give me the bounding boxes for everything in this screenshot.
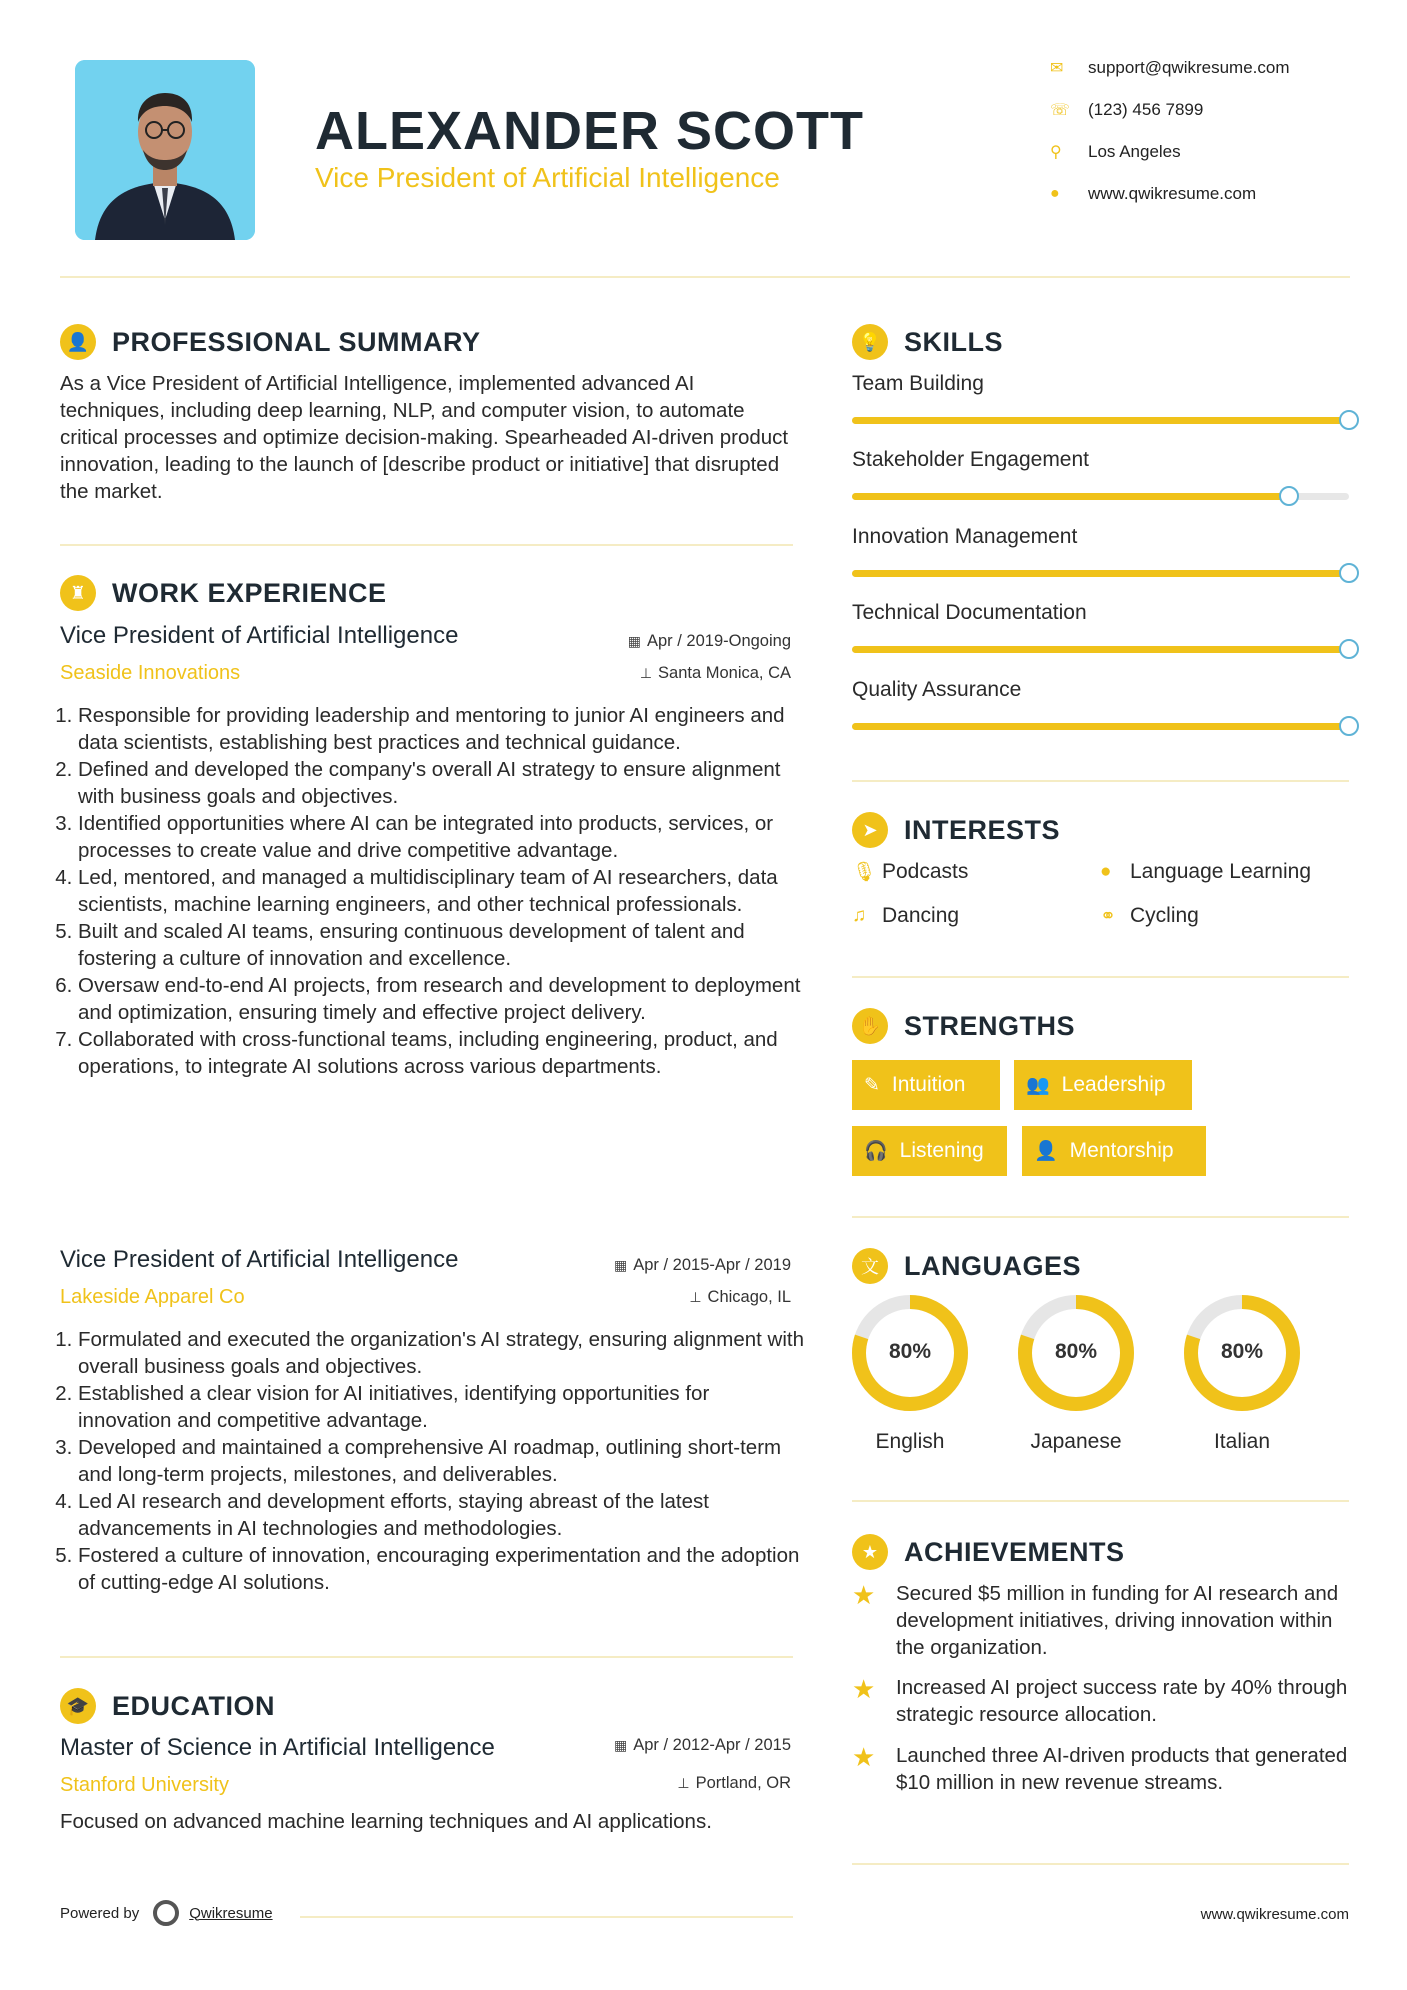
star-icon: ★ xyxy=(852,1674,876,1704)
pushpin-icon: ⊥ xyxy=(689,1289,702,1305)
language-percent: 80% xyxy=(1054,1340,1098,1363)
interest-item xyxy=(852,860,968,884)
education-degree: Master of Science in Artificial Intelligence xyxy=(60,1734,495,1761)
contact-website-text: www.qwikresume.com xyxy=(1088,184,1257,203)
interest-label: Language Learning xyxy=(1130,860,1312,883)
skill-bar-knob[interactable] xyxy=(1339,563,1359,583)
globe-icon: ● xyxy=(1100,861,1112,882)
strength-chip xyxy=(852,1060,1000,1110)
contact-location-text: Los Angeles xyxy=(1088,142,1181,161)
achievement-item: Launched three AI-driven products that generated $10 million in new revenue streams. xyxy=(896,1744,1348,1794)
job-1-bullet: 1. Responsible for providing leadership and mentoring to junior AI engineers and data scientists, establishing best practices and technical guidance. xyxy=(78,702,808,756)
job-1-company: Seaside Innovations xyxy=(60,662,241,684)
skill-bar-knob[interactable] xyxy=(1339,410,1359,430)
skill-bar-fill xyxy=(852,646,1349,653)
interests-title: INTERESTS xyxy=(904,814,1061,845)
skill-bar-knob[interactable] xyxy=(1339,716,1359,736)
contact-email[interactable] xyxy=(1050,58,1350,78)
job-1-bullet: 3. Identified opportunities where AI can be integrated into products, services, or processes to create value and drive competitive advantage. xyxy=(78,810,808,864)
achievements-section-header xyxy=(852,1534,1125,1570)
contact-email-text: support@qwikresume.com xyxy=(1088,58,1290,77)
interest-item xyxy=(852,904,959,928)
skills-divider xyxy=(852,780,1349,782)
star-badge-icon: ★ xyxy=(852,1534,888,1570)
brand-link[interactable]: Qwikresume xyxy=(189,1904,273,1922)
star-icon: ★ xyxy=(852,1580,876,1610)
strengths-divider xyxy=(852,1216,1349,1218)
strength-chip xyxy=(852,1126,1007,1176)
language-name: Japanese xyxy=(1030,1430,1122,1453)
interest-label: Podcasts xyxy=(882,860,969,883)
job-1-location xyxy=(640,664,791,683)
language-percent: 80% xyxy=(888,1340,932,1363)
language-name: Italian xyxy=(1213,1430,1271,1453)
portrait-illustration xyxy=(75,60,255,240)
education-title: EDUCATION xyxy=(112,1690,275,1721)
envelope-icon: ✉ xyxy=(1050,60,1064,77)
job-2-bullet: 3. Developed and maintained a comprehensive AI roadmap, outlining short-term and long-term projects, milestones, and deliverables. xyxy=(78,1434,808,1488)
footer-powered-by xyxy=(60,1900,273,1926)
calendar-icon: ▦ xyxy=(614,1737,628,1753)
interest-label: Cycling xyxy=(1130,904,1199,927)
achievements-title: ACHIEVEMENTS xyxy=(904,1536,1125,1567)
contact-phone[interactable] xyxy=(1050,100,1350,120)
summary-divider xyxy=(60,544,793,546)
skills-title: SKILLS xyxy=(904,326,1004,357)
skill-bar xyxy=(852,723,1349,730)
globe-icon: ● xyxy=(1050,185,1060,202)
education-section-header xyxy=(60,1688,275,1724)
raised-hand-icon: ✋ xyxy=(852,1008,888,1044)
job-2-bullet: 4. Led AI research and development efforts, staying abreast of the latest advancements in AI technologies and methodologies. xyxy=(78,1488,808,1542)
powered-by-text: Powered by xyxy=(60,1904,140,1922)
job-1-location-text: Santa Monica, CA xyxy=(658,664,791,682)
languages-divider xyxy=(852,1500,1349,1502)
job-2-bullet: 1. Formulated and executed the organization's AI strategy, ensuring alignment with overall business goals and objectives. xyxy=(78,1326,808,1380)
job-2-company: Lakeside Apparel Co xyxy=(60,1286,245,1308)
strengths-section-header xyxy=(852,1008,1075,1044)
job-1-date xyxy=(628,632,791,651)
languages-section-header xyxy=(852,1248,1081,1284)
job-2-bullet: 5. Fostered a culture of innovation, encouraging experimentation and the adoption of cutting-edge AI solutions. xyxy=(78,1542,808,1596)
headphones-icon: 🎧 xyxy=(864,1141,888,1162)
job-1-bullet: 2. Defined and developed the company's overall AI strategy to ensure alignment with business goals and objectives. xyxy=(78,756,808,810)
magic-wand-icon: ✎ xyxy=(864,1074,880,1096)
user-plus-icon: 👤 xyxy=(1034,1141,1058,1162)
skill-label: Stakeholder Engagement xyxy=(852,448,1089,471)
job-1-bullets xyxy=(58,702,808,1080)
skill-bar xyxy=(852,570,1349,577)
phone-icon: ☏ xyxy=(1050,102,1071,119)
profile-photo xyxy=(75,60,255,240)
summary-title: PROFESSIONAL SUMMARY xyxy=(112,326,481,357)
contact-website[interactable] xyxy=(1050,184,1350,204)
achievement-item: Secured $5 million in funding for AI research and development initiatives, driving innovation within the organization. xyxy=(896,1582,1339,1659)
experience-section-header xyxy=(60,575,387,611)
summary-text: As a Vice President of Artificial Intelligence, implemented advanced AI techniques, including deep learning, NLP, and computer vision, to automate critical processes and optimize decision-making. Spearheaded AI-driven product innovation, leading to the launch of [describe product or initiative] that disrupted the market. xyxy=(60,372,789,503)
language-icon: 文 xyxy=(852,1248,888,1284)
pushpin-icon: ⊥ xyxy=(639,665,653,681)
pushpin-icon: ⊥ xyxy=(677,1775,690,1791)
strengths-title: STRENGTHS xyxy=(904,1010,1076,1041)
skill-bar-fill xyxy=(852,723,1349,730)
job-2-date xyxy=(614,1256,791,1275)
interest-item xyxy=(1100,860,1311,884)
strength-chip xyxy=(1014,1060,1192,1110)
contact-phone-text: (123) 456 7899 xyxy=(1088,100,1204,119)
qwikresume-logo-icon xyxy=(153,1900,179,1926)
candidate-name: ALEXANDER SCOTT xyxy=(315,101,865,161)
job-2-bullet: 2. Established a clear vision for AI initiatives, identifying opportunities for innovation and competitive advantage. xyxy=(78,1380,808,1434)
contact-location xyxy=(1050,142,1350,162)
interests-section-header xyxy=(852,812,1060,848)
education-date xyxy=(614,1736,791,1755)
job-2-role: Vice President of Artificial Intelligence xyxy=(60,1246,459,1273)
skill-bar-fill xyxy=(852,493,1289,500)
skill-label: Technical Documentation xyxy=(852,601,1087,624)
education-location xyxy=(677,1774,791,1793)
languages-title: LANGUAGES xyxy=(904,1250,1082,1281)
interest-label: Dancing xyxy=(882,904,960,927)
interest-item xyxy=(1100,904,1199,928)
language-name: English xyxy=(875,1430,945,1453)
education-description: Focused on advanced machine learning techniques and AI applications. xyxy=(60,1810,712,1833)
experience-divider xyxy=(60,1656,793,1658)
skill-label: Team Building xyxy=(852,372,984,395)
job-1-bullet: 7. Collaborated with cross-functional teams, including engineering, product, and operations, to integrate AI solutions across various departments. xyxy=(78,1026,808,1080)
job-2-location xyxy=(689,1288,791,1307)
header-divider xyxy=(60,276,1350,278)
job-1-date-text: Apr / 2019-Ongoing xyxy=(646,632,791,650)
job-2-date-text: Apr / 2015-Apr / 2019 xyxy=(633,1256,791,1274)
interests-divider xyxy=(852,976,1349,978)
bicycle-icon: ⚭ xyxy=(1100,905,1116,927)
job-1-role: Vice President of Artificial Intelligence xyxy=(60,622,459,649)
education-school: Stanford University xyxy=(60,1774,229,1796)
strength-label: Intuition xyxy=(891,1073,966,1096)
achievements-divider xyxy=(852,1863,1349,1865)
skill-bar-fill xyxy=(852,570,1349,577)
lightbulb-icon: 💡 xyxy=(852,324,888,360)
job-1-bullet: 4. Led, mentored, and managed a multidisciplinary team of AI researchers, data scientists, machine learning engineers, and other technical professionals. xyxy=(78,864,808,918)
office-chair-icon: ♜ xyxy=(60,575,96,611)
footer-divider xyxy=(300,1916,793,1918)
skill-bar-knob[interactable] xyxy=(1279,486,1299,506)
job-1-bullet: 6. Oversaw end-to-end AI projects, from research and development to deployment and optimization, ensuring timely and effective project delivery. xyxy=(78,972,808,1026)
language-percent: 80% xyxy=(1220,1340,1264,1363)
skill-bar-knob[interactable] xyxy=(1339,639,1359,659)
education-location-text: Portland, OR xyxy=(695,1774,791,1792)
calendar-icon: ▦ xyxy=(614,1257,628,1273)
star-icon: ★ xyxy=(852,1742,876,1772)
skill-label: Innovation Management xyxy=(852,525,1078,548)
strength-label: Leadership xyxy=(1061,1073,1166,1096)
strength-chip xyxy=(1022,1126,1206,1176)
skills-section-header xyxy=(852,324,1003,360)
skill-bar xyxy=(852,493,1349,500)
strength-label: Mentorship xyxy=(1069,1139,1174,1162)
skill-label: Quality Assurance xyxy=(852,678,1022,701)
strength-label: Listening xyxy=(899,1139,984,1162)
job-2-location-text: Chicago, IL xyxy=(707,1288,791,1306)
footer-url[interactable]: www.qwikresume.com xyxy=(1200,1906,1349,1923)
job-2-bullets xyxy=(58,1326,808,1596)
paper-plane-icon: ➤ xyxy=(852,812,888,848)
user-icon: 👤 xyxy=(60,324,96,360)
job-1-bullet: 5. Built and scaled AI teams, ensuring continuous development of talent and fostering a culture of innovation and excellence. xyxy=(78,918,808,972)
graduation-cap-icon: 🎓 xyxy=(60,1688,96,1724)
education-date-text: Apr / 2012-Apr / 2015 xyxy=(633,1736,791,1754)
microphone-icon: 🎙 xyxy=(852,862,877,883)
music-note-icon: ♫ xyxy=(852,905,867,926)
map-pin-icon: ⚲ xyxy=(1050,144,1062,161)
skill-bar xyxy=(852,646,1349,653)
calendar-icon: ▦ xyxy=(627,633,641,649)
group-icon: 👥 xyxy=(1026,1075,1050,1096)
skill-bar-fill xyxy=(852,417,1349,424)
candidate-title: Vice President of Artificial Intelligence xyxy=(315,162,780,193)
experience-title: WORK EXPERIENCE xyxy=(112,577,387,608)
summary-section-header xyxy=(60,324,481,360)
achievement-item: Increased AI project success rate by 40% through strategic resource allocation. xyxy=(896,1676,1348,1726)
skill-bar xyxy=(852,417,1349,424)
